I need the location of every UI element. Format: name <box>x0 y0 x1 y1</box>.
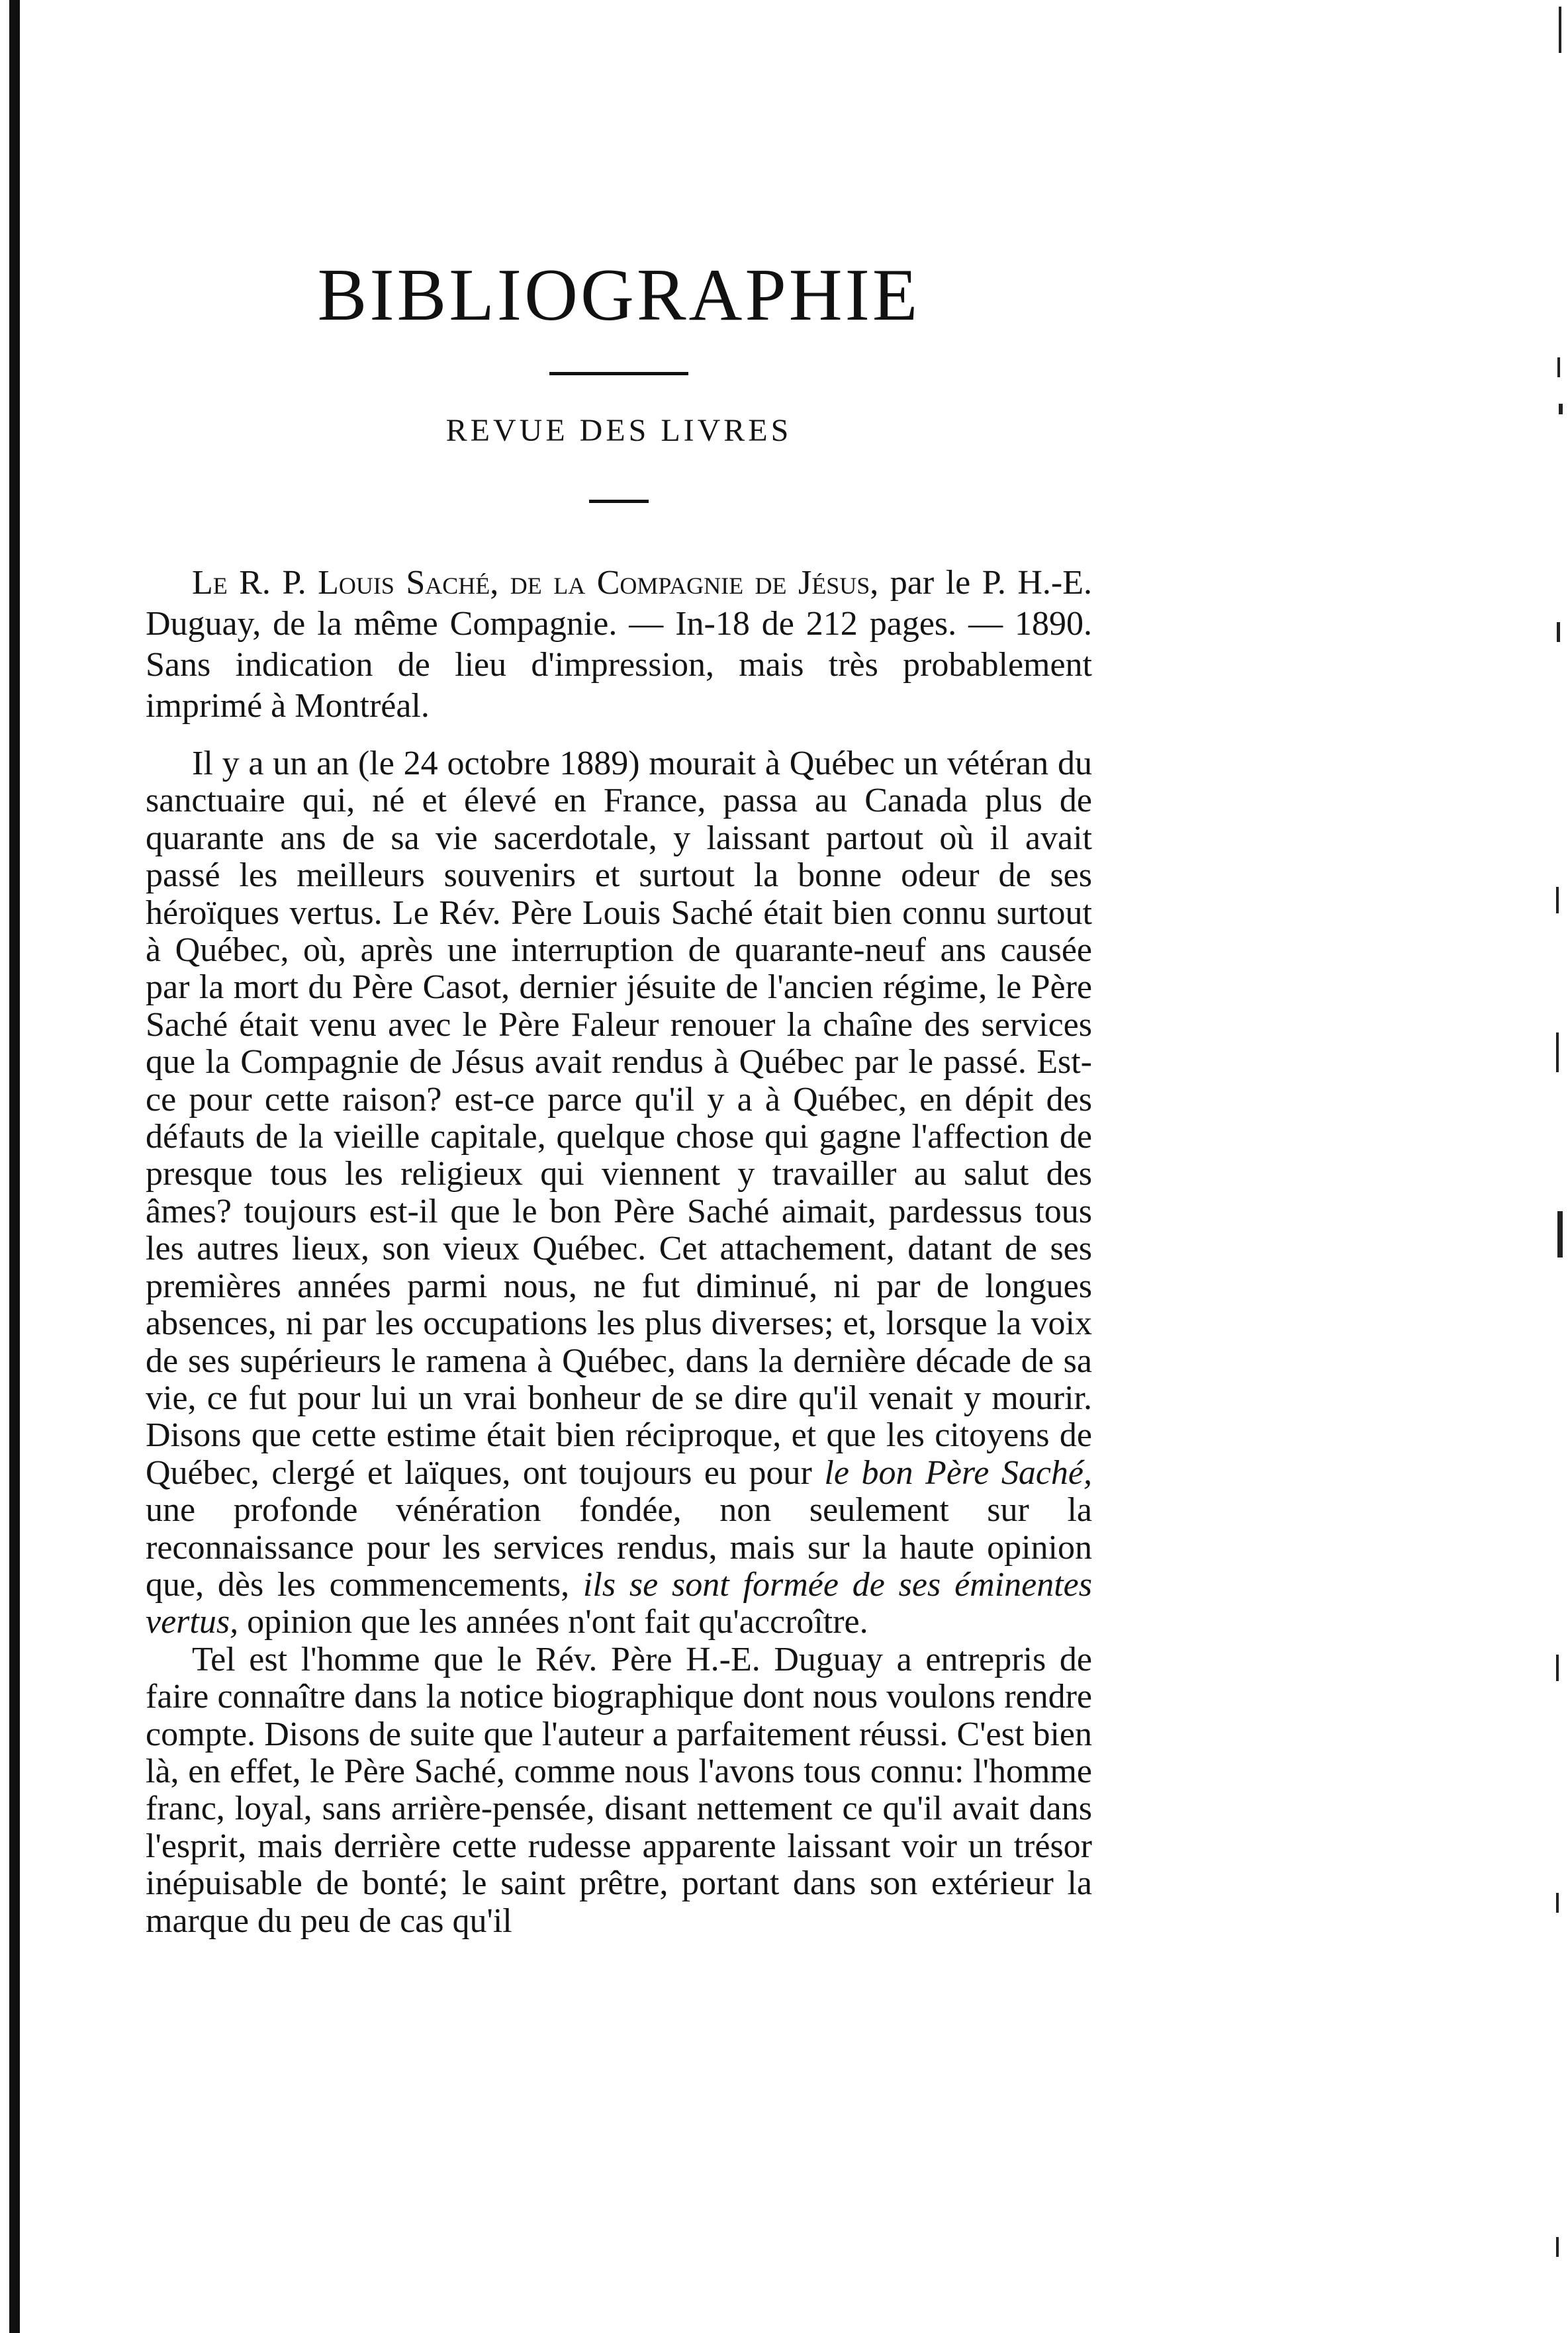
review-text: opinion que les années n'ont fait qu'accroître. <box>238 1603 868 1641</box>
review-text: Il y a un an (le 24 octobre 1889) mourait à Québec un vétéran du sanctuaire qui, né et élevé en France, passa au Canada plus de quarante ans de sa vie sacerdotale, y laissant partout où il avait passé les meilleurs souvenirs et surtout la bonne odeur de ses héroïques vertus. Le Rév. Père Louis Saché était bien connu surtout à Québec, où, après une interruption de quarante-neuf ans causée par la mort du Père Casot, dernier jésuite de l'ancien régime, le Père Saché était venu avec le Père Faleur renouer la chaîne des services que la Compagnie de Jésus avait rendus à Québec par le passé. Est-ce pour cette raison? est-ce parce qu'il y a à Québec, en dépit des défauts de la vieille capitale, quelque chose qui gagne l'affection de presque tous les religieux qui viennent y travailler au salut des âmes? toujours est-il que le bon Père Saché aimait, pardessus tous les autres lieux, son vieux Québec. Cet attachement, datant de ses premières années parmi nous, ne fut diminué, ni par de longues absences, ni par les occupations les plus diverses; et, lorsque la voix de ses supérieurs le ramena à Québec, dans la dernière décade de sa vie, ce fut pour lui un vrai bonheur de se dire qu'il venait y mourir. Disons que cette estime était bien réciproque, et que les citoyens de Québec, clergé et laïques, ont toujours eu pour <box>146 745 1092 1492</box>
scan-speck <box>1557 1211 1563 1258</box>
scan-speck <box>1556 2237 1559 2257</box>
scan-speck <box>1557 622 1560 642</box>
scan-speck <box>1556 887 1559 913</box>
page-title: BIBLIOGRAPHIE <box>317 254 921 336</box>
book-entry <box>146 563 1092 727</box>
book-entry-author: Le R. P. Louis Saché, de la Compagnie de Jésus, <box>192 564 879 602</box>
scan-speck <box>1557 357 1560 377</box>
scan-speck <box>1556 1032 1559 1072</box>
scan-speck <box>1556 1893 1559 1913</box>
subtitle-rule <box>589 500 649 503</box>
section-subtitle: REVUE DES LIVRES <box>445 413 792 448</box>
review-text: une profonde vénération fondée, non seulement sur la reconnaissance pour les services rendus, mais sur la haute opinion que, dès les commencements, <box>146 1491 1092 1604</box>
book-entry-details: par le P. H.-E. Duguay, de la même Compagnie. — In-18 de 212 pages. — 1890. Sans indication de lieu d'impression, mais très probablement imprimé à Montréal. <box>146 564 1092 725</box>
review-paragraph-1 <box>146 745 1092 1641</box>
scan-left-edge <box>9 0 20 2333</box>
review-body <box>146 745 1092 1940</box>
review-italic: le bon Père Saché, <box>824 1453 1093 1492</box>
page-content <box>146 254 1093 1940</box>
title-rule <box>549 372 688 375</box>
review-italic: ils se sont formée de ses éminentes vertus, <box>146 1565 1092 1641</box>
scan-right-edge <box>1542 0 1568 2333</box>
scan-speck <box>1559 7 1561 53</box>
review-paragraph-2: Tel est l'homme que le Rév. Père H.-E. Duguay a entrepris de faire connaître dans la notice biographique dont nous voulons rendre compte. Disons de suite que l'auteur a parfaitement réussi. C'est bien là, en effet, le Père Saché, comme nous l'avons tous connu: l'homme franc, loyal, sans arrière-pensée, disant nettement ce qu'il avait dans l'esprit, mais derrière cette rudesse apparente laissant voir un trésor inépuisable de bonté; le saint prêtre, portant dans son extérieur la marque du peu de cas qu'il <box>146 1640 1092 1940</box>
scan-speck <box>1559 404 1563 414</box>
scan-speck <box>1556 1655 1559 1681</box>
